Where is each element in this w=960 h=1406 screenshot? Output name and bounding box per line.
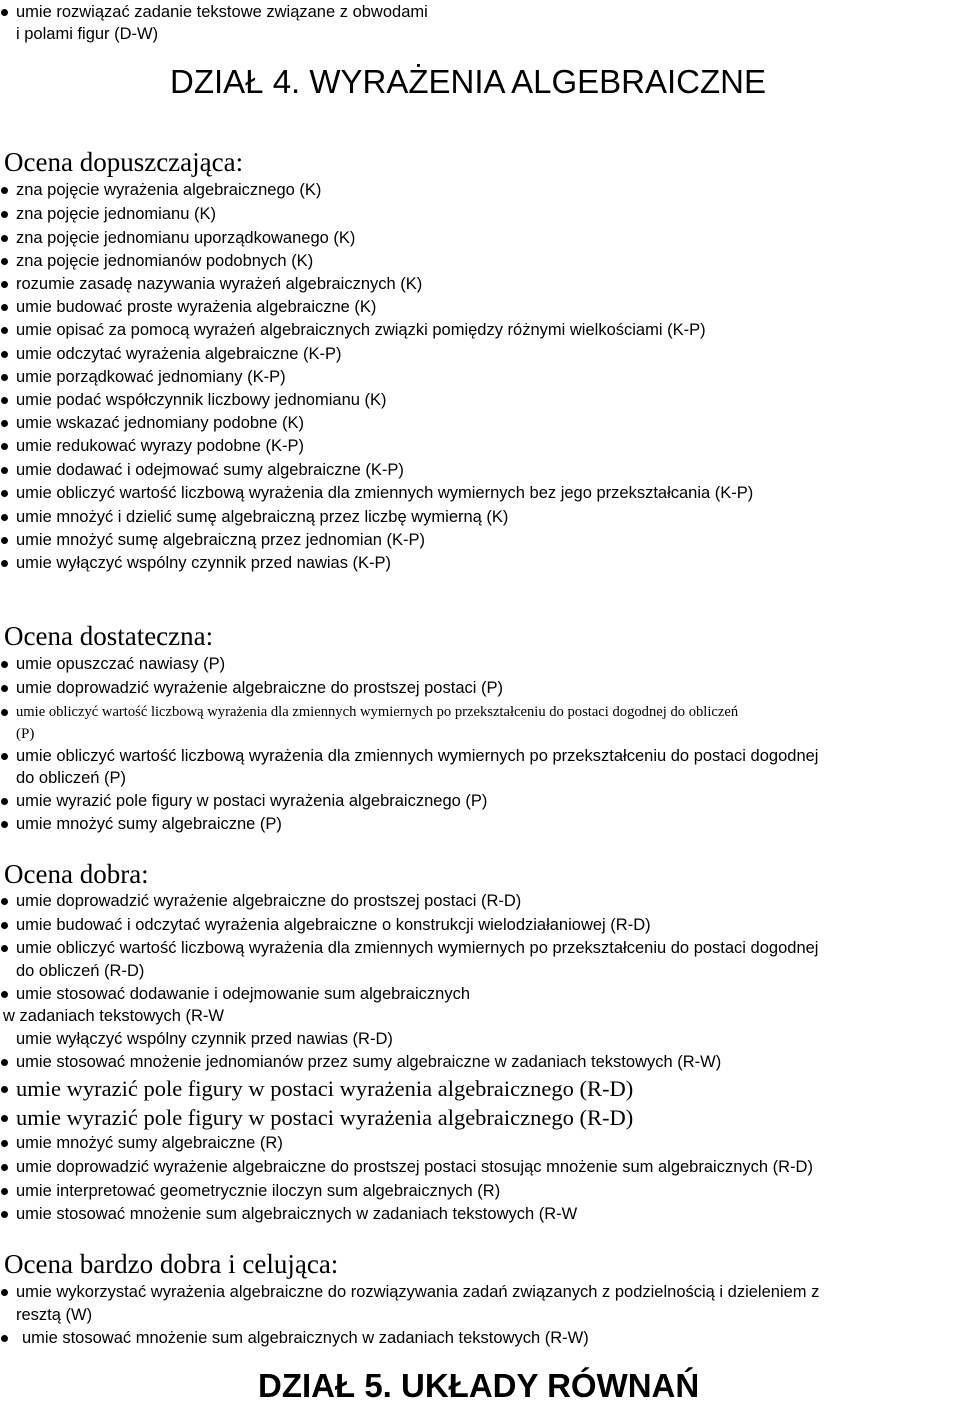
list-item-text: umie obliczyć wartość liczbową wyrażenia dla zmiennych wymiernych bez jego przekształcania (K-P) xyxy=(16,484,754,502)
bullet-icon xyxy=(1,211,8,218)
list-item-text: umie doprowadzić wyrażenie algebraiczne do prostszej postaci (R-D) xyxy=(16,892,522,910)
bullet-icon xyxy=(1,490,8,497)
bullet-icon xyxy=(1,1115,8,1122)
list-item-text: umie wyrazić pole figury w postaci wyrażenia algebraicznego (R-D) xyxy=(16,1076,634,1101)
bullet-icon xyxy=(1,1211,8,1218)
bullet-icon xyxy=(1,1059,8,1066)
bullet-icon xyxy=(1,187,8,194)
bullet-icon xyxy=(1,922,8,929)
list-item-text: umie doprowadzić wyrażenie algebraiczne do prostszej postaci (P) xyxy=(16,679,503,697)
bullet-icon xyxy=(1,1164,8,1171)
bullet-icon xyxy=(1,351,8,358)
list-item-text: umie obliczyć wartość liczbową wyrażenia dla zmiennych wymiernych po przekształceniu do postaci dogodnej do obliczeń xyxy=(16,704,739,720)
list-item-text: umie wyłączyć wspólny czynnik przed nawias (K-P) xyxy=(16,554,392,572)
bullet-icon xyxy=(1,1335,8,1342)
list-item-text: umie interpretować geometrycznie iloczyn sum algebraicznych (R) xyxy=(16,1182,501,1200)
list-item-text: umie wyrazić pole figury w postaci wyrażenia algebraicznego (P) xyxy=(16,792,488,810)
list-item-continuation: i polami figur (D-W) xyxy=(16,25,159,43)
list-item-text: umie wykorzystać wyrażenia algebraiczne do rozwiązywania zadań związanych z podzielnością i dzieleniem z xyxy=(16,1283,820,1301)
bullet-icon xyxy=(1,1140,8,1147)
grade-heading-bardzo-dobra: Ocena bardzo dobra i celująca: xyxy=(4,1249,339,1279)
bullet-icon xyxy=(1,945,8,952)
bullet-icon xyxy=(1,537,8,544)
list-item-continuation: (P) xyxy=(16,726,35,742)
bullet-icon xyxy=(1,467,8,474)
grade-heading-dopuszczajaca: Ocena dopuszczająca: xyxy=(4,147,244,177)
list-item-text: umie redukować wyrazy podobne (K-P) xyxy=(16,437,304,455)
list-item-text: umie stosować mnożenie sum algebraicznych w zadaniach tekstowych (R-W) xyxy=(22,1329,589,1347)
list-item-continuation: do obliczeń (P) xyxy=(16,769,127,787)
list-item-text: umie wskazać jednomiany podobne (K) xyxy=(16,414,304,432)
grade-heading-dostateczna: Ocena dostateczna: xyxy=(4,621,214,651)
bullet-icon xyxy=(1,374,8,381)
list-item-text: umie obliczyć wartość liczbową wyrażenia dla zmiennych wymiernych po przekształceniu do postaci dogodnej xyxy=(16,939,819,957)
grade-heading-dobra: Ocena dobra: xyxy=(4,859,149,889)
list-item-text: umie wyłączyć wspólny czynnik przed nawias (R-D) xyxy=(16,1030,393,1048)
list-item-text: umie stosować dodawanie i odejmowanie sum algebraicznych xyxy=(16,985,470,1003)
list-item-text: umie stosować mnożenie sum algebraicznych w zadaniach tekstowych (R-W xyxy=(16,1205,578,1223)
list-item-text: umie dodawać i odejmować sumy algebraiczne (K-P) xyxy=(16,461,404,479)
bullet-icon xyxy=(1,514,8,521)
list-item-text: umie podać współczynnik liczbowy jednomianu (K) xyxy=(16,391,387,409)
list-item-continuation: do obliczeń (R-D) xyxy=(16,962,145,980)
bullet-icon xyxy=(1,1188,8,1195)
bullet-icon xyxy=(1,560,8,567)
bullet-icon xyxy=(1,991,8,998)
list-item-text: umie budować proste wyrażenia algebraiczne (K) xyxy=(16,298,377,316)
section-title: DZIAŁ 4. WYRAŻENIA ALGEBRAICZNE xyxy=(170,63,766,100)
list-item-text: umie stosować mnożenie jednomianów przez sumy algebraiczne w zadaniach tekstowych (R-W) xyxy=(16,1053,722,1071)
list-item-text: umie mnożyć sumy algebraiczne (R) xyxy=(16,1134,283,1152)
bullet-icon xyxy=(1,1289,8,1296)
list-item-text: umie doprowadzić wyrażenie algebraiczne do prostszej postaci stosując mnożenie sum algebraicznych (R-D) xyxy=(16,1158,813,1176)
list-item-text: umie porządkować jednomiany (K-P) xyxy=(16,368,286,386)
bullet-icon xyxy=(1,753,8,760)
section-title: DZIAŁ 5. UKŁADY RÓWNAŃ xyxy=(258,1367,700,1404)
list-item-text: rozumie zasadę nazywania wyrażeń algebraicznych (K) xyxy=(16,275,423,293)
list-item-text: umie mnożyć i dzielić sumę algebraiczną przez liczbę wymierną (K) xyxy=(16,508,509,526)
list-item-text: umie budować i odczytać wyrażenia algebraiczne o konstrukcji wielodziałaniowej (R-D) xyxy=(16,916,651,934)
bullet-icon xyxy=(1,420,8,427)
list-item-text: umie mnożyć sumę algebraiczną przez jednomian (K-P) xyxy=(16,531,426,549)
bullet-icon xyxy=(1,9,8,16)
list-item-continuation: w zadaniach tekstowych (R-W xyxy=(3,1007,224,1025)
bullet-icon xyxy=(1,821,8,828)
bullet-icon xyxy=(1,258,8,265)
list-item-text: umie mnożyć sumy algebraiczne (P) xyxy=(16,815,282,833)
list-item-text: umie opisać za pomocą wyrażeń algebraicznych związki pomiędzy różnymi wielkościami (K-P) xyxy=(16,321,706,339)
list-item-text: umie rozwiązać zadanie tekstowe związane z obwodami xyxy=(16,3,428,21)
bullet-icon xyxy=(1,281,8,288)
list-item-text: umie wyrazić pole figury w postaci wyrażenia algebraicznego (R-D) xyxy=(16,1105,634,1130)
bullet-icon xyxy=(1,327,8,334)
bullet-icon xyxy=(1,685,8,692)
bullet-icon xyxy=(1,898,8,905)
bullet-icon xyxy=(1,661,8,668)
bullet-icon xyxy=(1,235,8,242)
bullet-icon xyxy=(1,443,8,450)
bullet-icon xyxy=(1,798,8,805)
bullet-icon xyxy=(1,1086,8,1093)
list-item-text: zna pojęcie jednomianu uporządkowanego (K) xyxy=(16,229,356,247)
list-item-text: zna pojęcie jednomianu (K) xyxy=(16,205,216,223)
list-item-text: zna pojęcie jednomianów podobnych (K) xyxy=(16,252,314,270)
bullet-icon xyxy=(1,397,8,404)
list-item-text: umie opuszczać nawiasy (P) xyxy=(16,655,226,673)
bullet-icon xyxy=(1,709,8,716)
list-item-text: zna pojęcie wyrażenia algebraicznego (K) xyxy=(16,181,322,199)
list-item-text: umie odczytać wyrażenia algebraiczne (K-P) xyxy=(16,345,342,363)
list-item-text: umie obliczyć wartość liczbową wyrażenia dla zmiennych wymiernych po przekształceniu do postaci dogodnej xyxy=(16,747,819,765)
list-item-continuation: resztą (W) xyxy=(16,1306,93,1324)
bullet-icon xyxy=(1,304,8,311)
